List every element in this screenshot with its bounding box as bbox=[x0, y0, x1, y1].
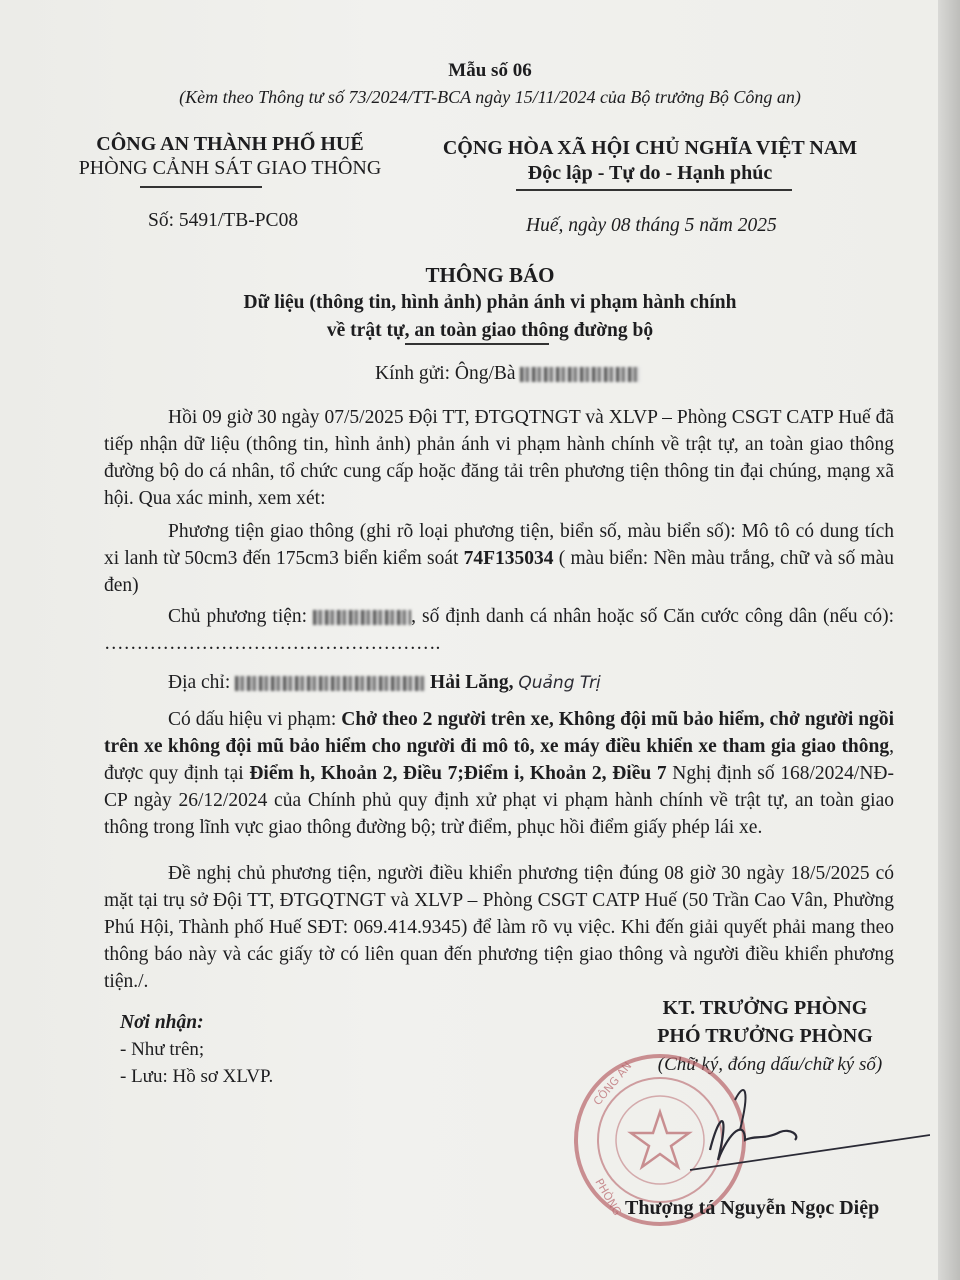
agency-underline bbox=[140, 186, 262, 188]
svg-text:PHÒNG: PHÒNG bbox=[592, 1176, 624, 1218]
form-number: Mẫu số 06 bbox=[448, 60, 532, 81]
form-reference: (Kèm theo Thông tư số 73/2024/TT-BCA ngày 15/11/2024 của Bộ trưởng Bộ Công an) bbox=[179, 87, 801, 107]
paragraph-owner: Chủ phương tiện: , số định danh cá nhân hoặc số Căn cước công dân (nếu có): ……………………………………………. bbox=[104, 606, 895, 654]
recipients-heading: Nơi nhận: bbox=[120, 1012, 204, 1033]
redacted-recipient-name bbox=[520, 367, 640, 382]
issuing-agency: CÔNG AN THÀNH PHỐ HUẾ bbox=[96, 133, 364, 155]
paragraph-address: Địa chỉ: Hải Lăng, Quảng Trị bbox=[168, 672, 601, 693]
signature-note: (Chữ ký, đóng dấu/chữ ký số) bbox=[657, 1054, 883, 1075]
page-edge bbox=[938, 0, 960, 1280]
issuing-department: PHÒNG CẢNH SÁT GIAO THÔNG bbox=[78, 157, 382, 179]
national-title: CỘNG HÒA XÃ HỘI CHỦ NGHĨA VIỆT NAM bbox=[442, 137, 858, 159]
signer-role2: PHÓ TRƯỞNG PHÒNG bbox=[657, 1025, 873, 1047]
document-title: THÔNG BÁO bbox=[425, 263, 555, 287]
redacted-owner-name bbox=[313, 610, 411, 625]
recipient-line bbox=[375, 363, 640, 385]
signer-name: Thượng tá Nguyễn Ngọc Diệp bbox=[625, 1197, 880, 1219]
paragraph-intro: Hồi 09 giờ 30 ngày 07/5/2025 Đội TT, ĐTGQTNGT và XLVP – Phòng CSGT CATP Huế đã tiếp nhận dữ liệu (thông tin, hình ảnh) phản ánh vi phạm hành chính về trật tự, an toàn giao thông đường bộ do cá nhân, tổ chức cung cấp hoặc đăng tải trên phương tiện thông tin đại chúng, mạng xã hội. Qua xác minh, xem xét: bbox=[104, 407, 894, 509]
paragraph-vehicle: Phương tiện giao thông (ghi rõ loại phương tiện, biển số, màu biển số): Mô tô có dung tích xi lanh từ 50cm3 đến 175cm3 biển kiểm soát 74F135034 ( màu biển: Nền màu trắng, chữ và số màu đen) bbox=[104, 521, 894, 596]
paragraph-violation: Có dấu hiệu vi phạm: Chở theo 2 người trên xe, Không đội mũ bảo hiểm, chở người ngồi trên xe không đội mũ bảo hiểm cho người đi mô tô, xe máy điều khiển xe tham gia giao thông, được quy định tại Điểm h, Khoản 2, Điều 7;Điểm i, Khoản 2, Điều 7 Nghị định số 168/2024/NĐ-CP ngày 26/12/2024 của Chính phủ quy định xử phạt vi phạm hành chính về trật tự, an toàn giao thông trong lĩnh vực giao thông đường bộ; trừ điểm, phục hồi điểm giấy phép lái xe. bbox=[104, 709, 894, 838]
recipient-label: Kính gửi: Ông/Bà bbox=[375, 363, 516, 384]
document-subtitle-line2: về trật tự, an toàn giao thông đường bộ bbox=[326, 320, 654, 341]
signer-role1: KT. TRƯỞNG PHÒNG bbox=[662, 997, 868, 1019]
recipients-item-2: - Lưu: Hồ sơ XLVP. bbox=[120, 1066, 274, 1087]
license-plate: 74F135034 bbox=[463, 548, 554, 569]
paragraph-request: Đề nghị chủ phương tiện, người điều khiển phương tiện đúng 08 giờ 30 ngày 18/5/2025 có mặt tại trụ sở Đội TT, ĐTGQTNGT và XLVP – Phòng CSGT CATP Huế (50 Trần Cao Vân, Phường Phú Hội, Thành phố Huế SĐT: 069.414.9345) để làm rõ vụ việc. Khi đến giải quyết phải mang theo thông báo này và các giấy tờ có liên quan đến phương tiện giao thông và người điều khiển phương tiện./. bbox=[104, 863, 894, 992]
handwritten-province: Quảng Trị bbox=[518, 673, 601, 693]
document-date: Huế, ngày 08 tháng 5 năm 2025 bbox=[526, 215, 777, 236]
document-subtitle-line1: Dữ liệu (thông tin, hình ảnh) phản ánh vi phạm hành chính bbox=[243, 292, 737, 313]
redacted-address bbox=[235, 676, 425, 691]
title-underline bbox=[405, 343, 549, 345]
svg-text:CÔNG AN: CÔNG AN bbox=[590, 1059, 635, 1108]
document-number: Số: 5491/TB-PC08 bbox=[148, 210, 299, 231]
motto-underline bbox=[516, 189, 792, 191]
national-motto: Độc lập - Tự do - Hạnh phúc bbox=[527, 162, 773, 184]
recipients-item-1: - Như trên; bbox=[120, 1039, 205, 1060]
